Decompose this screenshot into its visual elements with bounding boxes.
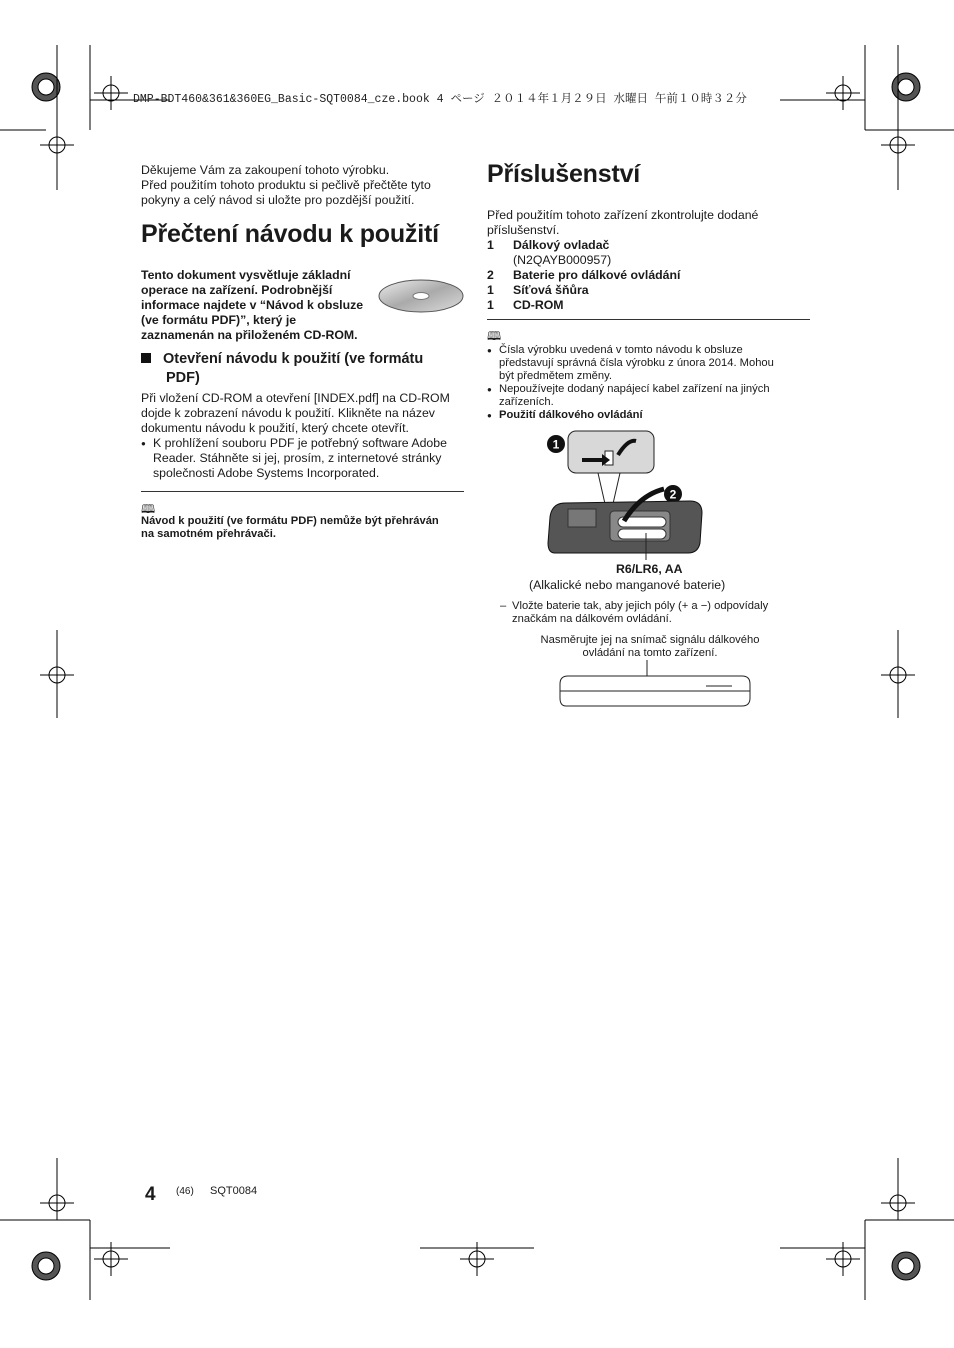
accessory-list [487,238,810,313]
list-item [487,298,810,313]
intro-text [141,163,471,208]
item-qty: 1 [487,298,494,312]
player-illustration [556,660,754,710]
step-1-badge: 1 [552,437,560,452]
divider [141,491,464,492]
square-bullet-icon [141,353,151,363]
print-header: DMP-BDT460&361&360EG_Basic-SQT0084_cze.book 4 ページ ２０１４年１月２９日 水曜日 午前１０時３２分 [133,93,747,106]
section-heading-line: PDF) [166,370,200,386]
document-code: SQT0084 [210,1185,258,1197]
cd-rom-icon [377,278,465,314]
step-2-badge: 2 [669,487,677,502]
note-line: Návod k použití (ve formátu PDF) nemůže být přehráván [141,515,439,527]
book-icon: 🕮 [487,329,502,343]
intro-line: pokyny a celý návod si uložte pro pozdější použití. [141,193,415,207]
note-text [141,515,471,541]
note-line: na samotném přehrávači. [141,528,276,540]
bullet-line: ● K prohlížení souboru PDF je potřebný software Adobe [153,436,447,450]
item-name: CD-ROM [513,298,564,312]
bullet-item [487,409,810,422]
dash-line: značkám na dálkovém ovládání. [512,613,672,625]
body-text [141,391,471,481]
bullet-line: Reader. Stáhněte si jej, prosím, z internetové stránky [153,451,442,465]
intro-line: Děkujeme Vám za zakoupení tohoto výrobku. [141,163,390,177]
bold-intro [141,268,381,343]
page-number: 4 [145,1184,156,1205]
bold-intro-line: operace na zařízení. Podrobnější [141,283,333,297]
notes [487,344,810,422]
note-line: ● Nepoužívejte dodaný napájecí kabel zařízení na jiných [499,383,770,395]
item-name: Síťová šňůra [513,283,589,297]
item-sub: (N2QAYB000957) [513,253,612,267]
section-heading [141,350,471,388]
intro-line: příslušenství. [487,223,560,237]
note-line: ● Čísla výrobku uvedená v tomto návodu k obsluze [499,344,743,356]
item-qty: 1 [487,238,494,252]
list-item-sub [487,253,810,268]
remote-heading: ● Použití dálkového ovládání [499,409,643,421]
intro-line: Před použitím tohoto produktu si pečlivě přečtěte tyto [141,178,431,192]
note-line: být předmětem změny. [499,370,612,382]
battery-insertion-illustration [540,425,710,560]
body-line: Při vložení CD-ROM a otevření [INDEX.pdf] na CD-ROM [141,391,450,405]
aim-note [487,634,813,660]
divider [487,319,810,320]
book-icon: 🕮 [141,502,156,516]
item-name: Dálkový ovladač [513,238,610,252]
dash-line: Vložte baterie tak, aby jejich póly (+ a −) odpovídaly [512,600,769,612]
bullet-item [141,436,471,481]
battery-type-label: R6/LR6, AA [616,562,683,576]
body-line: dojde k zobrazení návodu k použití. Klikněte na název [141,406,435,420]
list-item [487,283,810,298]
battery-sub-label: (Alkalické nebo manganové baterie) [529,578,726,592]
list-item [487,238,810,253]
bullet-line: společnosti Adobe Systems Incorporated. [153,466,380,480]
item-name: Baterie pro dálkové ovládání [513,268,681,282]
page-title-left: Přečtení návodu k použití [141,220,439,248]
page-title-right: Příslušenství [487,160,641,188]
aim-line: Nasměrujte jej na snímač signálu dálkového [540,634,760,646]
intro-line: Před použitím tohoto zařízení zkontrolujte dodané [487,208,759,222]
body-line: dokumentu návodu k použití, který chcete otevřít. [141,421,409,435]
bullet-item [487,383,810,409]
bold-intro-line: (ve formátu PDF)”, který je [141,313,297,327]
bold-intro-line: Tento dokument vysvětluje základní [141,268,351,282]
accessories-intro [487,208,810,238]
bullet-item [487,344,810,383]
dash-item: – Vložte baterie tak, aby jejich póly (+ a −) odpovídaly značkám na dálkovém ovládání. [500,600,810,626]
list-item [487,268,810,283]
item-qty: 1 [487,283,494,297]
bold-intro-line: informace najdete v “Návod k obsluze [141,298,364,312]
dash-note [500,600,810,626]
note-line: představují správná čísla výrobku z února 2014. Mohou [499,357,774,369]
page-sub-number: (46) [176,1186,194,1197]
bold-intro-line: zaznamenán na přiloženém CD-ROM. [141,328,358,342]
note-line: zařízeních. [499,396,554,408]
item-qty: 2 [487,268,494,282]
section-heading-line: Otevření návodu k použití (ve formátu [163,351,424,367]
aim-line: ovládání na tomto zařízení. [582,647,718,659]
